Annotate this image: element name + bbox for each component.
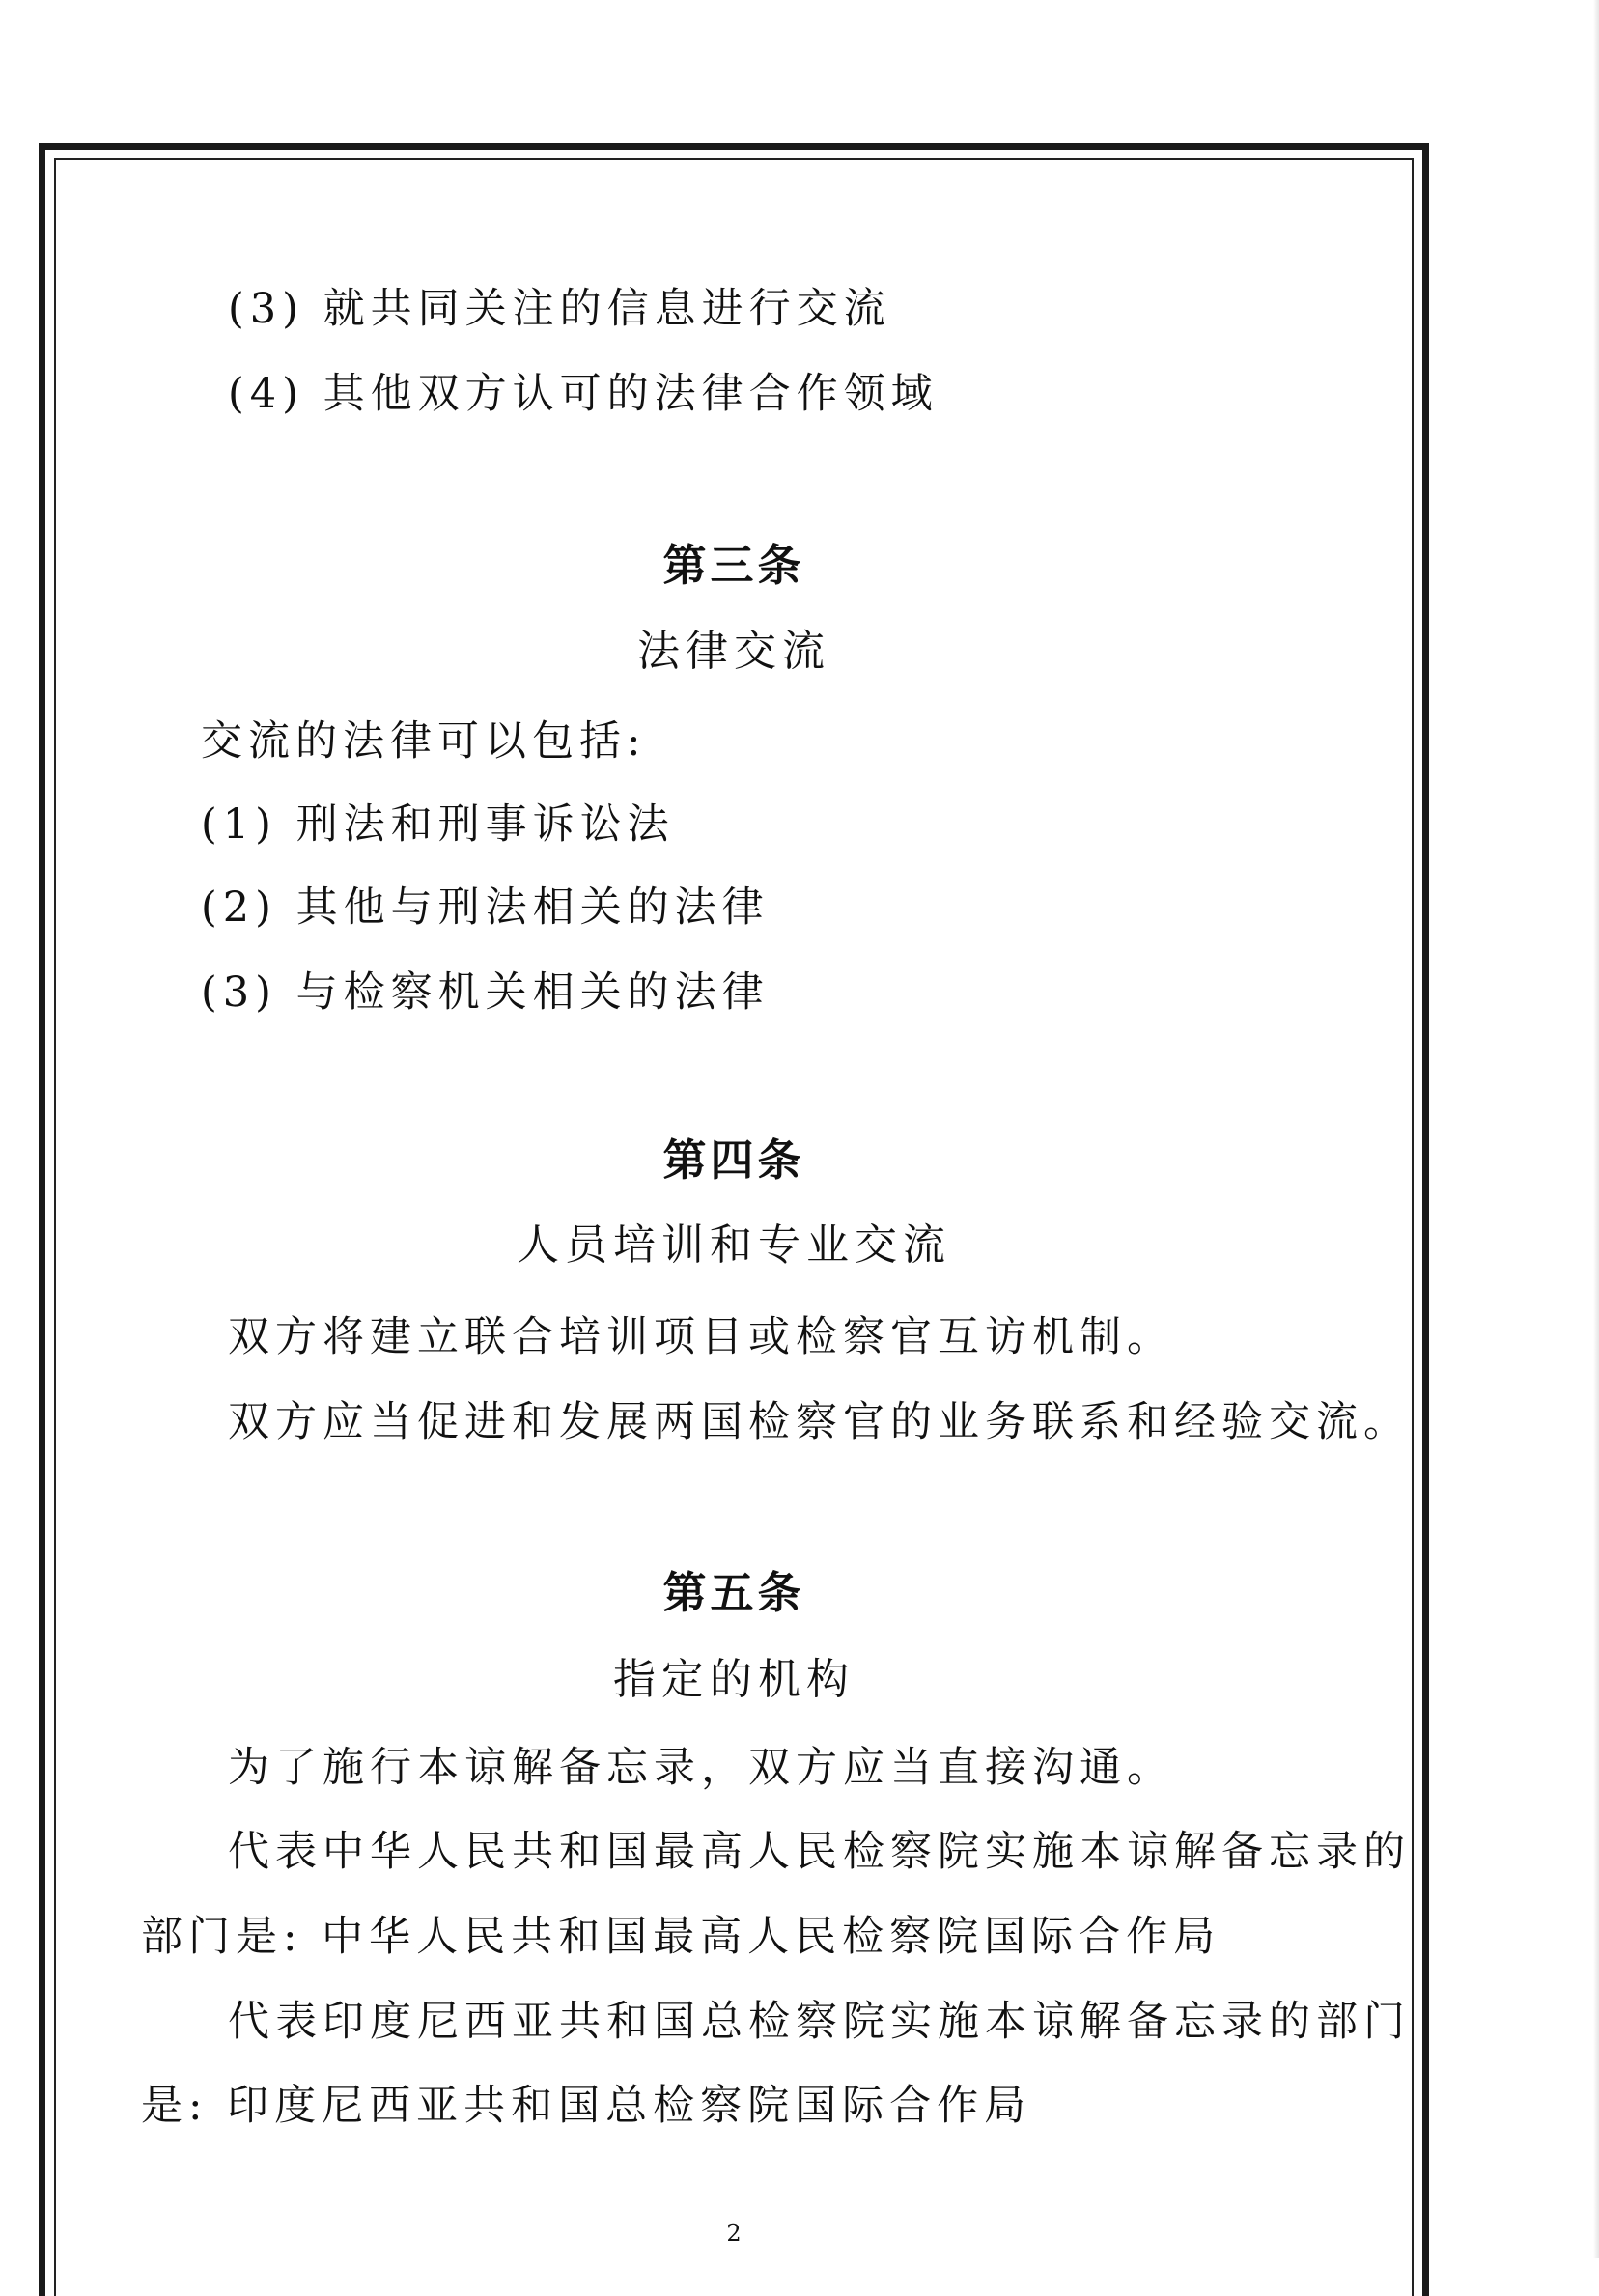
- article5-paragraph-1: 为了施行本谅解备忘录，双方应当直接沟通。: [228, 1744, 1174, 1792]
- article4-title: 人员培训和专业交流: [517, 1220, 951, 1270]
- article3-number: 第三条: [662, 540, 805, 591]
- article5-paragraph-2-line-2: 部门是: 中华人民共和国最高人民检察院国际合作局: [141, 1913, 1221, 1961]
- article3-item-3: (3) 与检察机关相关的法律: [201, 968, 770, 1017]
- scan-edge: [1593, 0, 1599, 2258]
- article3-title: 法律交流: [637, 627, 830, 676]
- article3-item-1: (1) 刑法和刑事诉讼法: [201, 800, 675, 849]
- article5-number: 第五条: [662, 1567, 805, 1618]
- article3-intro: 交流的法律可以包括:: [201, 717, 647, 766]
- article4-number: 第四条: [662, 1134, 805, 1186]
- article4-paragraph-1: 双方将建立联合培训项目或检察官互访机制。: [228, 1313, 1174, 1361]
- article5-paragraph-3-line-2: 是: 印度尼西亚共和国总检察院国际合作局: [141, 2082, 1032, 2130]
- article2-item-4: (4) 其他双方认可的法律合作领域: [228, 370, 939, 418]
- article2-item-3: (3) 就共同关注的信息进行交流: [228, 285, 891, 333]
- article5-title: 指定的机构: [613, 1655, 855, 1704]
- article5-paragraph-3-line-1: 代表印度尼西亚共和国总检察院实施本谅解备忘录的部门: [228, 1998, 1411, 2046]
- page-number: 2: [726, 2220, 742, 2247]
- article3-item-2: (2) 其他与刑法相关的法律: [201, 883, 770, 932]
- article5-paragraph-2-line-1: 代表中华人民共和国最高人民检察院实施本谅解备忘录的: [228, 1828, 1411, 1876]
- article4-paragraph-2: 双方应当促进和发展两国检察官的业务联系和经验交流。: [228, 1398, 1411, 1446]
